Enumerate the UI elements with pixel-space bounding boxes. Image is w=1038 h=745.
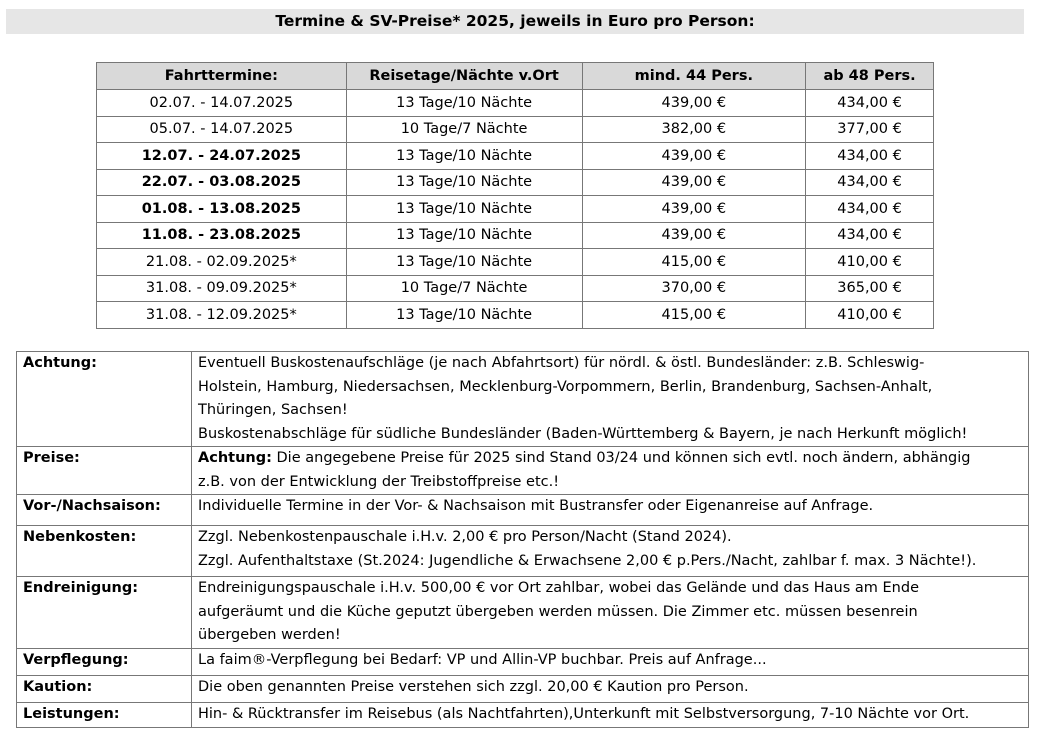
header-dates: Fahrttermine: <box>97 63 347 90</box>
preise-line: z.B. von der Entwicklung der Treibstoffpreise etc.! <box>198 473 560 490</box>
achtung-line: Thüringen, Sachsen! <box>198 402 348 418</box>
verpflegung-text: La faim®-Verpflegung bei Bedarf: VP und Allin-VP buchbar. Preis auf Anfrage... <box>192 648 1029 675</box>
nebenkosten-label: Nebenkosten: <box>17 526 192 577</box>
date-cell: 31.08. - 09.09.2025* <box>97 275 347 302</box>
duration-cell: 13 Tage/10 Nächte <box>346 90 582 117</box>
table-row <box>97 222 934 249</box>
price-ab48-cell: 434,00 € <box>806 222 934 249</box>
table-row <box>97 90 934 117</box>
price-min44-cell: 415,00 € <box>582 302 806 329</box>
info-row-achtung <box>17 352 1029 447</box>
prices-header-row <box>97 63 934 90</box>
page-title: Termine & SV-Preise* 2025, jeweils in Euro pro Person: <box>6 9 1024 34</box>
price-ab48-cell: 410,00 € <box>806 249 934 276</box>
duration-cell: 13 Tage/10 Nächte <box>346 249 582 276</box>
nebenkosten-line: Zzgl. Aufenthaltstaxe (St.2024: Jugendliche & Erwachsene 2,00 € p.Pers./Nacht, zahlbar f. max. 3 Nächte!). <box>198 552 977 569</box>
price-ab48-cell: 377,00 € <box>806 116 934 143</box>
preise-text <box>192 447 1029 495</box>
date-cell: 22.07. - 03.08.2025 <box>97 169 347 196</box>
endreinigung-label: Endreinigung: <box>17 577 192 649</box>
price-ab48-cell: 410,00 € <box>806 302 934 329</box>
price-min44-cell: 439,00 € <box>582 143 806 170</box>
table-row <box>97 196 934 223</box>
table-row <box>97 143 934 170</box>
verpflegung-label: Verpflegung: <box>17 648 192 675</box>
date-cell: 12.07. - 24.07.2025 <box>97 143 347 170</box>
price-min44-cell: 439,00 € <box>582 222 806 249</box>
leistungen-label: Leistungen: <box>17 702 192 727</box>
endreinigung-line: übergeben werden! <box>198 627 341 643</box>
price-ab48-cell: 434,00 € <box>806 169 934 196</box>
price-ab48-cell: 434,00 € <box>806 143 934 170</box>
duration-cell: 10 Tage/7 Nächte <box>346 116 582 143</box>
table-row <box>97 249 934 276</box>
endreinigung-line: Endreinigungspauschale i.H.v. 500,00 € vor Ort zahlbar, wobei das Gelände und das Haus am Ende <box>198 580 919 596</box>
info-row-leistungen <box>17 702 1029 727</box>
info-row-preise <box>17 447 1029 495</box>
date-cell: 05.07. - 14.07.2025 <box>97 116 347 143</box>
duration-cell: 13 Tage/10 Nächte <box>346 222 582 249</box>
header-duration: Reisetage/Nächte v.Ort <box>346 63 582 90</box>
info-row-kaution <box>17 675 1029 702</box>
kaution-text: Die oben genannten Preise verstehen sich zzgl. 20,00 € Kaution pro Person. <box>192 675 1029 702</box>
achtung-line: Buskostenabschläge für südliche Bundesländer (Baden-Württemberg & Bayern, je nach Herkunft möglich! <box>198 425 968 442</box>
duration-cell: 13 Tage/10 Nächte <box>346 196 582 223</box>
header-min44: mind. 44 Pers. <box>582 63 806 90</box>
leistungen-text: Hin- & Rücktransfer im Reisebus (als Nachtfahrten),Unterkunft mit Selbstversorgung, 7-10 Nächte vor Ort. <box>192 702 1029 727</box>
price-min44-cell: 439,00 € <box>582 169 806 196</box>
table-row <box>97 275 934 302</box>
endreinigung-line: aufgeräumt und die Küche geputzt übergeben werden müssen. Die Zimmer etc. müssen besenrein <box>198 603 918 620</box>
info-table <box>16 351 1029 728</box>
table-row <box>97 302 934 329</box>
info-row-vor-nachsaison <box>17 495 1029 526</box>
date-cell: 11.08. - 23.08.2025 <box>97 222 347 249</box>
nebenkosten-text <box>192 526 1029 577</box>
price-min44-cell: 370,00 € <box>582 275 806 302</box>
achtung-line: Holstein, Hamburg, Niedersachsen, Mecklenburg-Vorpommern, Berlin, Brandenburg, Sachsen-Anhalt, <box>198 378 933 395</box>
header-ab48: ab 48 Pers. <box>806 63 934 90</box>
preise-label: Preise: <box>17 447 192 495</box>
achtung-line: Eventuell Buskostenaufschläge (je nach Abfahrtsort) für nördl. & östl. Bundesländer: z.B. Schleswig- <box>198 355 925 371</box>
achtung-text <box>192 352 1029 447</box>
preise-line: Die angegebene Preise für 2025 sind Stand 03/24 und können sich evtl. noch ändern, abhängig <box>271 450 971 466</box>
info-row-verpflegung <box>17 648 1029 675</box>
info-row-nebenkosten <box>17 526 1029 577</box>
price-ab48-cell: 365,00 € <box>806 275 934 302</box>
price-ab48-cell: 434,00 € <box>806 196 934 223</box>
duration-cell: 13 Tage/10 Nächte <box>346 169 582 196</box>
price-min44-cell: 439,00 € <box>582 90 806 117</box>
date-cell: 21.08. - 02.09.2025* <box>97 249 347 276</box>
table-row <box>97 116 934 143</box>
duration-cell: 13 Tage/10 Nächte <box>346 302 582 329</box>
endreinigung-text <box>192 577 1029 649</box>
date-cell: 01.08. - 13.08.2025 <box>97 196 347 223</box>
price-min44-cell: 439,00 € <box>582 196 806 223</box>
price-ab48-cell: 434,00 € <box>806 90 934 117</box>
duration-cell: 10 Tage/7 Nächte <box>346 275 582 302</box>
table-row <box>97 169 934 196</box>
duration-cell: 13 Tage/10 Nächte <box>346 143 582 170</box>
prices-table <box>96 62 934 329</box>
date-cell: 02.07. - 14.07.2025 <box>97 90 347 117</box>
nebenkosten-line: Zzgl. Nebenkostenpauschale i.H.v. 2,00 € pro Person/Nacht (Stand 2024). <box>198 529 732 545</box>
price-min44-cell: 415,00 € <box>582 249 806 276</box>
preise-lead: Achtung: <box>198 450 272 466</box>
vor-nachsaison-label: Vor-/Nachsaison: <box>17 495 192 526</box>
vor-nachsaison-text: Individuelle Termine in der Vor- & Nachsaison mit Bustransfer oder Eigenanreise auf Anfrage. <box>192 495 1029 526</box>
achtung-label: Achtung: <box>17 352 192 447</box>
date-cell: 31.08. - 12.09.2025* <box>97 302 347 329</box>
price-min44-cell: 382,00 € <box>582 116 806 143</box>
kaution-label: Kaution: <box>17 675 192 702</box>
info-row-endreinigung <box>17 577 1029 649</box>
